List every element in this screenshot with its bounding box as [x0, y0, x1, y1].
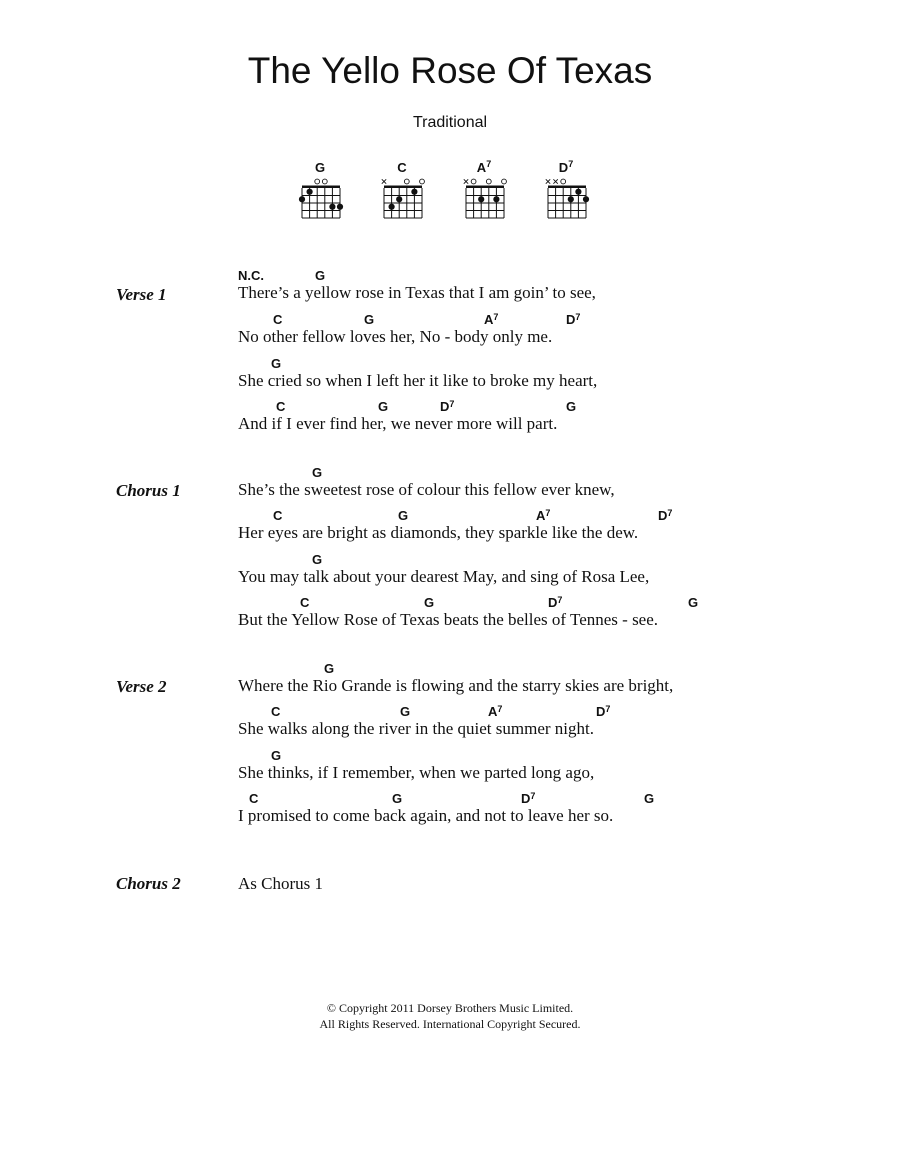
chord-symbol: G: [315, 268, 326, 283]
chord-row: [238, 356, 858, 372]
finger-dot: [396, 196, 402, 202]
chord-symbol: G: [312, 552, 323, 567]
fretboard-grid: [542, 176, 598, 226]
chord-diagram-name: $D^7$: [558, 159, 574, 175]
chord-diagram-name: C: [397, 160, 407, 175]
chord-diagram-g: [296, 160, 356, 226]
chord-symbol: G: [400, 704, 411, 719]
lyric-line: [238, 399, 858, 443]
section-label: Verse 1: [116, 285, 167, 304]
finger-dot: [329, 204, 335, 210]
lyric-line: [238, 748, 858, 792]
chord-symbol: $D^7$: [440, 399, 455, 414]
chord-symbol: G: [271, 356, 282, 371]
chord-row: [238, 595, 858, 611]
open-string-marker: [561, 179, 566, 184]
chord-symbol: $A^7$: [484, 312, 499, 327]
chord-diagram-a7: [460, 160, 520, 226]
fretboard-grid: [296, 176, 352, 226]
chord-symbol: C: [276, 399, 286, 414]
open-string-marker: [502, 179, 507, 184]
lyric-line: [238, 704, 858, 748]
open-string-marker: [322, 179, 327, 184]
chord-row: [238, 268, 858, 284]
chord-row: [238, 661, 858, 677]
chord-row: [238, 465, 858, 481]
chord-diagram-c: [378, 160, 438, 226]
chord-symbol: G: [378, 399, 389, 414]
chord-row: [238, 399, 858, 415]
finger-dot: [493, 196, 499, 202]
chord-symbol: $A^7$: [536, 508, 551, 523]
nut: [302, 186, 340, 189]
lyric-text: I promised to come back again, and not to leave her so.: [238, 806, 614, 825]
section-label: Chorus 1: [116, 481, 181, 500]
chord-symbol: $D^7$: [521, 791, 536, 806]
chord-symbol: C: [249, 791, 259, 806]
open-string-marker: [486, 179, 491, 184]
chord-row: [238, 312, 858, 328]
finger-dot: [411, 189, 417, 195]
finger-dot: [568, 196, 574, 202]
chord-row: [238, 508, 858, 524]
lyric-line: [238, 356, 858, 400]
lyric-line: [238, 508, 858, 552]
chord-symbol: G: [566, 399, 577, 414]
lyric-text: She thinks, if I remember, when we parted long ago,: [238, 763, 595, 782]
song-title: The Yello Rose Of Texas: [247, 50, 653, 91]
chord-symbol: G: [392, 791, 403, 806]
copyright-notice: [0, 1000, 900, 1032]
chord-symbol: $A^7$: [488, 704, 503, 719]
lyric-text: Where the Rio Grande is flowing and the starry skies are bright,: [238, 676, 674, 695]
lyric-line: [238, 552, 858, 596]
fretboard-grid: [378, 176, 434, 226]
finger-dot: [389, 204, 395, 210]
lyric-text: She walks along the river in the quiet summer night.: [238, 719, 594, 738]
chord-diagrams: [296, 160, 616, 230]
chord-symbol: C: [300, 595, 310, 610]
finger-dot: [299, 196, 305, 202]
lyric-text: But the Yellow Rose of Texas beats the belles of Tennes - see.: [238, 610, 659, 629]
nut: [466, 186, 504, 189]
chord-symbol: G: [364, 312, 375, 327]
section-label: Chorus 2: [116, 874, 181, 893]
open-string-marker: [420, 179, 425, 184]
chord-symbol: G: [688, 595, 699, 610]
lyric-line: [238, 595, 858, 639]
lyric-text: She cried so when I left her it like to broke my heart,: [238, 371, 598, 390]
finger-dot: [575, 189, 581, 195]
lyric-text: Her eyes are bright as diamonds, they sparkle like the dew.: [238, 523, 639, 542]
open-string-marker: [471, 179, 476, 184]
finger-dot: [307, 189, 313, 195]
chord-diagram-name: G: [314, 160, 326, 175]
lyric-line: [238, 661, 858, 705]
chord-symbol: $D^7$: [596, 704, 611, 719]
repeat-instruction: As Chorus 1: [238, 874, 324, 893]
fretboard-grid: [460, 176, 516, 226]
chord-symbol: C: [271, 704, 281, 719]
lyric-text: No other fellow loves her, No - body only me.: [238, 327, 553, 346]
chord-diagram-name: $A^7$: [476, 159, 492, 175]
chord-symbol: G: [424, 595, 435, 610]
chord-row: [238, 748, 858, 764]
chord-diagram-d7: [542, 160, 602, 226]
lyric-line: [238, 791, 858, 835]
nut: [548, 186, 586, 189]
composer: Traditional: [412, 114, 488, 131]
section-label: Verse 2: [116, 677, 167, 696]
chord-symbol: G: [644, 791, 655, 806]
copyright-line: All Rights Reserved. International Copyright Secured.: [319, 1017, 581, 1031]
finger-dot: [583, 196, 589, 202]
chord-symbol: G: [398, 508, 409, 523]
lyric-line: [238, 465, 858, 509]
lyric-line: [238, 312, 858, 356]
chord-symbol: $D^7$: [658, 508, 673, 523]
copyright-line: © Copyright 2011 Dorsey Brothers Music Limited.: [326, 1001, 574, 1015]
nut: [384, 186, 422, 189]
finger-dot: [478, 196, 484, 202]
finger-dot: [337, 204, 343, 210]
chord-symbol: G: [324, 661, 335, 676]
lyric-text: There’s a yellow rose in Texas that I am goin’ to see,: [238, 283, 596, 302]
chord-row: [238, 552, 858, 568]
chord-symbol: $D^7$: [566, 312, 581, 327]
chord-symbol: N.C.: [238, 268, 264, 283]
lyric-line: [238, 268, 858, 312]
chord-row: [238, 791, 858, 807]
lyric-text: She’s the sweetest rose of colour this fellow ever knew,: [238, 480, 615, 499]
chord-symbol: G: [271, 748, 282, 763]
open-string-marker: [315, 179, 320, 184]
lyric-text: And if I ever find her, we never more will part.: [238, 414, 558, 433]
open-string-marker: [404, 179, 409, 184]
chord-row: [238, 704, 858, 720]
chord-symbol: C: [273, 508, 283, 523]
lyric-text: You may talk about your dearest May, and sing of Rosa Lee,: [238, 567, 650, 586]
chord-symbol: G: [312, 465, 323, 480]
chord-symbol: C: [273, 312, 283, 327]
chord-symbol: $D^7$: [548, 595, 563, 610]
